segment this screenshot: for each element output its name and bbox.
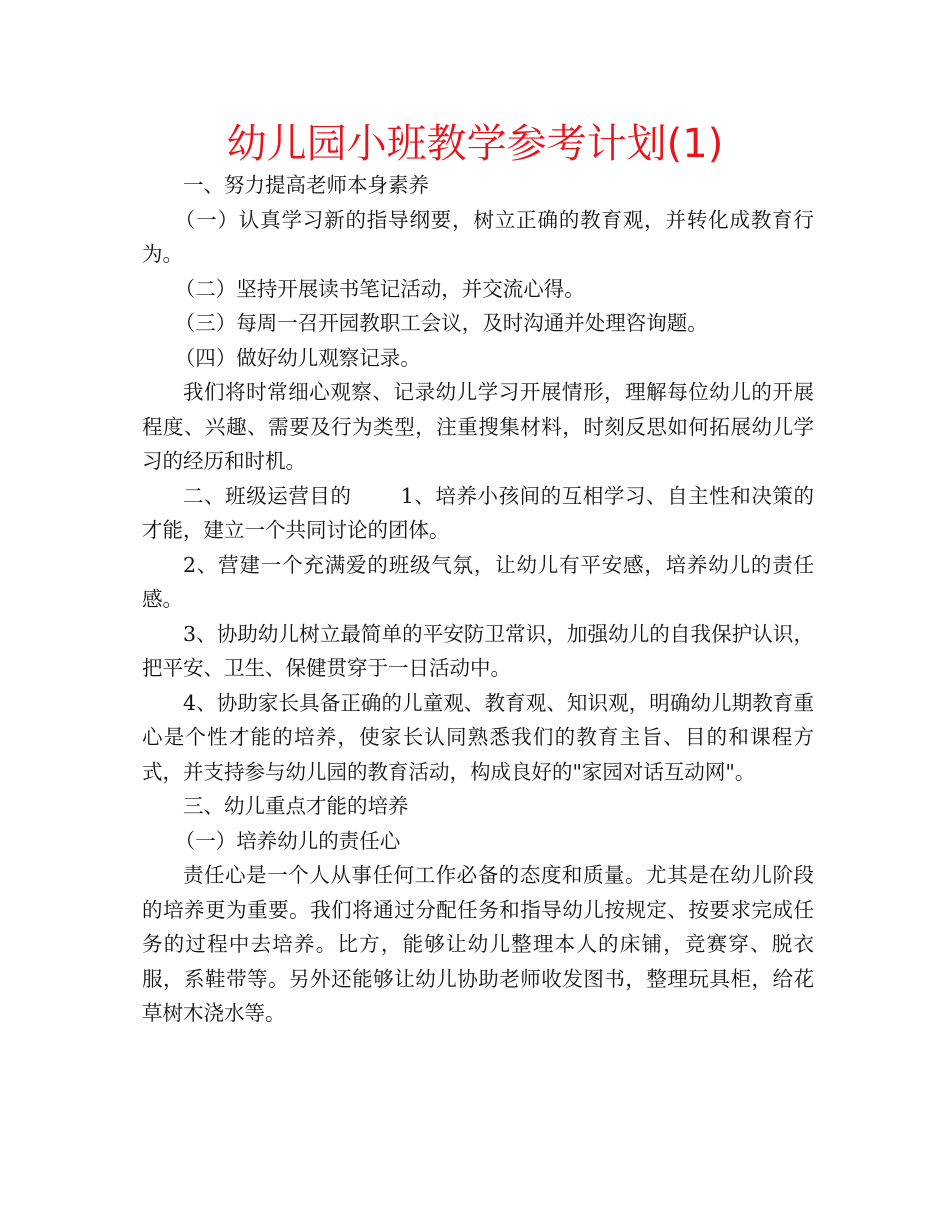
- document-paragraph: （四）做好幼儿观察记录。: [174, 345, 421, 370]
- document-paragraph: 3、协助幼儿树立最简单的平安防卫常识，加强幼儿的自我保护认识，把平安、卫生、保健贯穿于一日活动中。: [142, 621, 814, 680]
- document-paragraph: 我们将时常细心观察、记录幼儿学习开展情形，理解每位幼儿的开展程度、兴趣、需要及行为类型，注重搜集材料，时刻反思如何拓展幼儿学习的经历和时机。: [142, 380, 814, 473]
- document-paragraph: 2、营建一个充满爱的班级气氛，让幼儿有平安感，培养幼儿的责任感。: [142, 552, 814, 611]
- document-paragraph: 一、努力提高老师本身素养: [183, 173, 429, 197]
- document-paragraph: 二、班级运营目的 1、培养小孩间的互相学习、自主性和决策的才能，建立一个共同讨论的团体。: [142, 483, 814, 542]
- document-paragraph: 4、协助家长具备正确的儿童观、教育观、知识观，明确幼儿期教育重心是个性才能的培养，使家长认同熟悉我们的教育主旨、目的和课程方式，并支持参与幼儿园的教育活动，构成良好的"家园对话互动网"。: [142, 690, 814, 784]
- document-paragraph: 三、幼儿重点才能的培养: [183, 794, 409, 818]
- document-body: [142, 168, 814, 1031]
- document-paragraph: 责任心是一个人从事任何工作必备的态度和质量。尤其是在幼儿阶段的培养更为重要。我们将通过分配任务和指导幼儿按规定、按要求完成任务的过程中去培养。比方，能够让幼儿整理本人的床铺，竞赛穿、脱衣服，系鞋带等。另外还能够让幼儿协助老师收发图书，整理玩具柜，给花草树木浇水等。: [142, 863, 814, 1025]
- document-paragraph: （一）认真学习新的指导纲要，树立正确的教育观，并转化成教育行为。: [142, 207, 814, 266]
- document-paragraph: （三）每周一召开园教职工会议，及时沟通并处理咨询题。: [174, 311, 708, 335]
- document-paragraph: （一）培养幼儿的责任心: [174, 828, 401, 853]
- document-paragraph: （二）坚持开展读书笔记活动，并交流心得。: [174, 276, 585, 301]
- document-title: 幼儿园小班教学参考计划(1): [226, 121, 724, 167]
